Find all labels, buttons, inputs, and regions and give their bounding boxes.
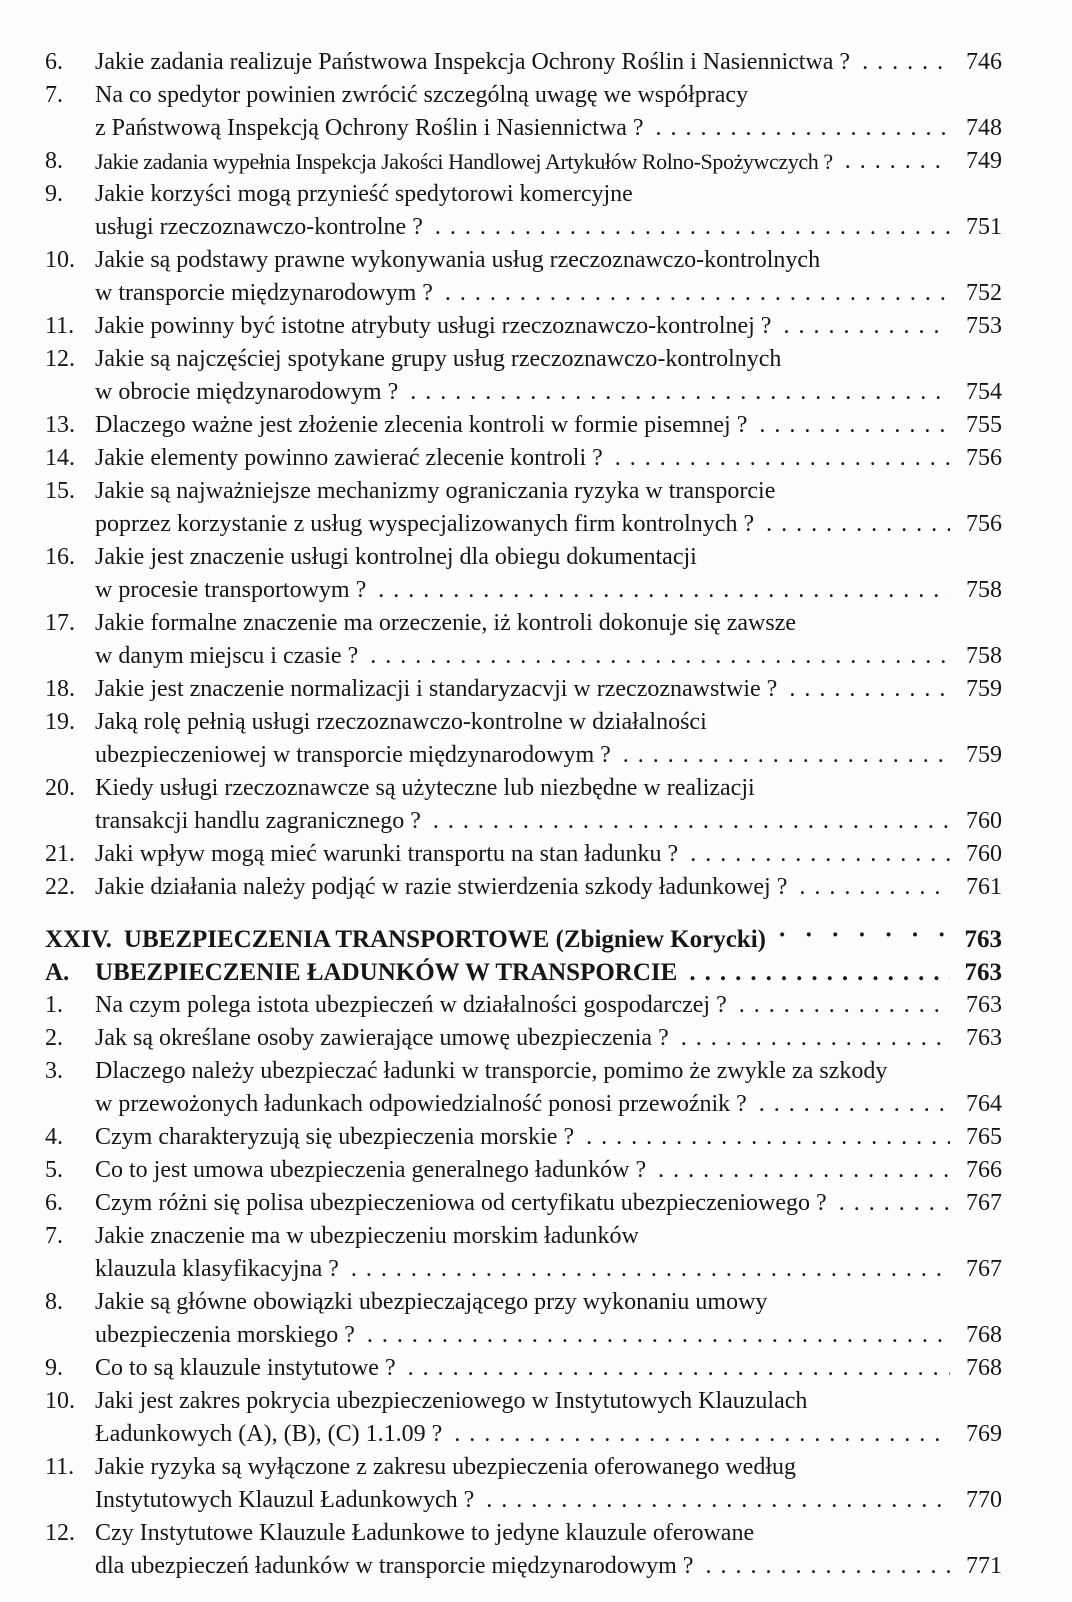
entry-number: 21. <box>45 841 75 867</box>
entry-text-block <box>95 1385 956 1451</box>
entry-page-number: 764 <box>966 1091 1002 1117</box>
entry-text: Jaki wpływ mogą mieć warunki transportu na stan ładunku ? <box>95 841 679 867</box>
dot-leader <box>378 574 950 607</box>
entry-page-number: 763 <box>966 1025 1002 1051</box>
entry-line <box>95 1484 956 1517</box>
entry-text-block <box>95 956 956 989</box>
dot-leader <box>615 442 950 475</box>
entry-page-number: 746 <box>966 49 1002 75</box>
entry-line <box>95 1286 956 1319</box>
entry-line <box>95 989 956 1022</box>
entry-text: Jakie są najważniejsze mechanizmy ograniczania ryzyka w transporcie <box>95 478 776 504</box>
entry-text-block <box>95 343 956 409</box>
entry-line <box>95 1451 956 1484</box>
entry-page-number: 768 <box>966 1355 1002 1381</box>
entry-text-block <box>95 871 956 904</box>
entry-text-block <box>95 442 956 475</box>
entry-line <box>95 1022 956 1055</box>
entry-number: 1. <box>45 992 63 1018</box>
dot-leader <box>367 1319 950 1352</box>
entry-page-number: 767 <box>966 1190 1002 1216</box>
entry-text: w obrocie międzynarodowym ? <box>95 379 399 405</box>
toc-entry-row <box>45 46 1002 79</box>
entry-text: UBEZPIECZENIA TRANSPORTOWE (Zbigniew Korycki) <box>123 926 766 953</box>
entry-line <box>95 79 956 112</box>
entry-number: 12. <box>45 1520 75 1546</box>
dot-leader <box>759 409 950 442</box>
entry-page-number: 754 <box>966 379 1002 405</box>
entry-text-block <box>95 1286 956 1352</box>
entry-number: 3. <box>45 1058 63 1084</box>
entry-line <box>95 1220 956 1253</box>
dot-leader <box>435 211 950 244</box>
toc-entry-row <box>45 607 1002 673</box>
entry-text-block <box>95 475 956 541</box>
entry-number: 20. <box>45 775 75 801</box>
entry-text-block <box>95 989 956 1022</box>
entry-page-number: 753 <box>966 313 1002 339</box>
entry-line <box>95 1385 956 1418</box>
entry-text: w transporcie międzynarodowym ? <box>95 280 433 306</box>
toc-entry-row <box>45 1517 1002 1583</box>
entry-line <box>95 277 956 310</box>
entry-line <box>95 178 956 211</box>
entry-line <box>95 1253 956 1286</box>
entry-text: Jakie są podstawy prawne wykonywania usług rzeczoznawczo-kontrolnych <box>95 247 821 273</box>
dot-leader <box>658 1154 950 1187</box>
entry-text-block <box>95 79 956 145</box>
entry-text: w przewożonych ładunkach odpowiedzialność ponosi przewoźnik ? <box>95 1091 747 1117</box>
entry-text-block <box>95 1220 956 1286</box>
dot-leader <box>454 1418 950 1451</box>
dot-leader <box>799 871 950 904</box>
entry-page-number: 759 <box>966 676 1002 702</box>
entry-line <box>95 1088 956 1121</box>
entry-page-number: 752 <box>966 280 1002 306</box>
entry-line <box>95 376 956 409</box>
entry-number: 17. <box>45 610 75 636</box>
dot-leader <box>408 1352 950 1385</box>
entry-text: Jakie są najczęściej spotykane grupy usług rzeczoznawczo-kontrolnych <box>95 346 782 372</box>
entry-number: 8. <box>45 1289 63 1315</box>
entry-line <box>95 1418 956 1451</box>
entry-text: Jakie korzyści mogą przynieść spedytorowi komercyjne <box>95 181 633 207</box>
entry-text-block <box>95 607 956 673</box>
entry-line <box>95 739 956 772</box>
entry-text: Jaką rolę pełnią usługi rzeczoznawczo-kontrolne w działalności <box>95 709 707 735</box>
entry-line <box>95 772 956 805</box>
entry-page-number: 763 <box>964 926 1002 953</box>
toc-entry-row <box>45 1055 1002 1121</box>
entry-line <box>95 871 956 904</box>
dot-leader <box>845 145 950 178</box>
entry-text: Jakie jest znaczenie normalizacji i standaryzacvji w rzeczoznawstwie ? <box>95 676 778 702</box>
entry-text-block <box>95 1022 956 1055</box>
dot-leader <box>681 1022 950 1055</box>
entry-page-number: 768 <box>966 1322 1002 1348</box>
entry-line <box>95 1517 956 1550</box>
entry-number: 11. <box>45 1454 75 1480</box>
dot-leader <box>839 1187 950 1220</box>
toc-entry-row <box>45 1286 1002 1352</box>
toc-entry-row <box>45 145 1002 178</box>
entry-line <box>95 211 956 244</box>
entry-text: Czym charakteryzują się ubezpieczenia morskie ? <box>95 1124 575 1150</box>
entry-line <box>95 442 956 475</box>
entry-text: Jakie zadania realizuje Państwowa Inspekcja Ochrony Roślin i Nasiennictwa ? <box>95 49 851 75</box>
entry-line <box>95 1550 956 1583</box>
dot-leader <box>690 838 950 871</box>
entry-number: 16. <box>45 544 75 570</box>
dot-leader <box>783 310 950 343</box>
entry-number: 11. <box>45 313 75 339</box>
entry-line <box>95 1352 956 1385</box>
entry-number: 6. <box>45 1190 63 1216</box>
entry-page-number: 763 <box>966 992 1002 1018</box>
entry-page-number: 769 <box>966 1421 1002 1447</box>
dot-leader <box>586 1121 950 1154</box>
entry-text: dla ubezpieczeń ładunków w transporcie międzynarodowym ? <box>95 1553 694 1579</box>
entry-text: ubezpieczeniowej w transporcie międzynarodowym ? <box>95 742 611 768</box>
toc-entry-row <box>45 541 1002 607</box>
entry-page-number: 749 <box>966 148 1002 174</box>
toc-entry-row <box>45 772 1002 838</box>
dot-leader <box>705 1550 950 1583</box>
dot-leader <box>370 640 950 673</box>
entry-number: 9. <box>45 1355 63 1381</box>
entry-text: Co to jest umowa ubezpieczenia generalnego ładunków ? <box>95 1157 647 1183</box>
toc-entry-row <box>45 244 1002 310</box>
dot-leader <box>739 989 950 1022</box>
entry-page-number: 765 <box>966 1124 1002 1150</box>
dot-leader <box>778 919 950 952</box>
toc-entry-row <box>45 1187 1002 1220</box>
entry-text-block <box>95 1352 956 1385</box>
toc-entry-row <box>45 989 1002 1022</box>
entry-line <box>95 1319 956 1352</box>
entry-number: 10. <box>45 247 75 273</box>
toc-entry-row <box>45 673 1002 706</box>
dot-leader <box>410 376 950 409</box>
entry-text: z Państwową Inspekcją Ochrony Roślin i Nasiennictwa ? <box>95 115 644 141</box>
toc-entry-row <box>45 310 1002 343</box>
entry-text: w danym miejscu i czasie ? <box>95 643 359 669</box>
entry-text: Co to są klauzule instytutowe ? <box>95 1355 396 1381</box>
dot-leader <box>862 46 950 79</box>
entry-text: Czy Instytutowe Klauzule Ładunkowe to jedyne klauzule oferowane <box>95 1520 755 1546</box>
dot-leader <box>351 1253 950 1286</box>
entry-page-number: 758 <box>966 643 1002 669</box>
entry-text: usługi rzeczoznawczo-kontrolne ? <box>95 214 423 240</box>
toc-entry-row <box>45 1385 1002 1451</box>
entry-line <box>95 706 956 739</box>
toc-entry-row <box>45 871 1002 904</box>
entry-text: Dlaczego ważne jest złożenie zlecenia kontroli w formie pisemnej ? <box>95 412 748 438</box>
entry-text-block <box>95 838 956 871</box>
entry-text: Na czym polega istota ubezpieczeń w działalności gospodarczej ? <box>95 992 727 1018</box>
entry-text: Na co spedytor powinien zwrócić szczególną uwagę we współpracy <box>95 82 749 108</box>
entry-text: Jakie elementy powinno zawierać zlecenie kontroli ? <box>95 445 603 471</box>
entry-line <box>95 956 956 989</box>
entry-text-block <box>95 1187 956 1220</box>
entry-number: 10. <box>45 1388 75 1414</box>
entry-page-number: 748 <box>966 115 1002 141</box>
entry-line <box>95 1187 956 1220</box>
entry-number: 15. <box>45 478 75 504</box>
entry-text-block <box>95 46 956 79</box>
entry-text-block <box>95 1517 956 1583</box>
entry-number: 5. <box>45 1157 63 1183</box>
entry-text-block <box>95 1121 956 1154</box>
entry-line <box>95 112 956 145</box>
entry-number: 8. <box>45 148 63 174</box>
entry-number: 14. <box>45 445 75 471</box>
entry-text: Kiedy usługi rzeczoznawcze są użyteczne lub niezbędne w realizacji <box>95 775 755 801</box>
entry-line <box>95 409 956 442</box>
toc-entry-row <box>45 838 1002 871</box>
entry-page-number: 756 <box>966 445 1002 471</box>
entry-page-number: 767 <box>966 1256 1002 1282</box>
entry-line <box>95 838 956 871</box>
entry-number: A. <box>45 959 70 986</box>
entry-line <box>95 46 956 79</box>
entry-number: XXIV. <box>45 926 112 953</box>
entry-number: 18. <box>45 676 75 702</box>
entry-line <box>95 475 956 508</box>
entry-number: 19. <box>45 709 75 735</box>
entry-page-number: 760 <box>966 808 1002 834</box>
entry-text: Jakie są główne obowiązki ubezpieczającego przy wykonaniu umowy <box>95 1289 768 1315</box>
dot-leader <box>656 112 950 145</box>
entry-line <box>95 805 956 838</box>
entry-page-number: 756 <box>966 511 1002 537</box>
entry-number: 22. <box>45 874 75 900</box>
entry-page-number: 760 <box>966 841 1002 867</box>
entry-text: Jakie zadania wypełnia Inspekcja Jakości Handlowej Artykułów Rolno-Spożywczych ? <box>95 149 833 174</box>
toc-entry-row <box>45 1022 1002 1055</box>
entry-line <box>95 574 956 607</box>
entry-text-block <box>95 409 956 442</box>
entry-text: transakcji handlu zagranicznego ? <box>95 808 421 834</box>
entry-text-block <box>95 772 956 838</box>
dot-leader <box>433 805 950 838</box>
entry-text: Jakie znaczenie ma w ubezpieczeniu morskim ładunków <box>95 1223 639 1249</box>
toc-entry-row <box>45 442 1002 475</box>
entry-text: ubezpieczenia morskiego ? <box>95 1322 355 1348</box>
toc-entry-row <box>45 1220 1002 1286</box>
entry-page-number: 770 <box>966 1487 1002 1513</box>
entry-text: Jakie działania należy podjąć w razie stwierdzenia szkody ładunkowej ? <box>95 874 788 900</box>
entry-number: 7. <box>45 82 63 108</box>
entry-text-block <box>95 706 956 772</box>
entry-line <box>124 923 956 956</box>
entry-text-block <box>95 310 956 343</box>
entry-text: Dlaczego należy ubezpieczać ładunki w transporcie, pomimo że zwykle za szkody <box>95 1058 888 1084</box>
entry-page-number: 771 <box>966 1553 1002 1579</box>
entry-number: 6. <box>45 49 63 75</box>
entry-line <box>95 343 956 376</box>
entry-line <box>95 244 956 277</box>
toc-entry-row <box>45 79 1002 145</box>
entry-text: Jak są określane osoby zawierające umowę ubezpieczenia ? <box>95 1025 669 1051</box>
entry-line <box>95 1055 956 1088</box>
entry-number: 13. <box>45 412 75 438</box>
toc-list <box>45 46 1002 1583</box>
entry-text: w procesie transportowym ? <box>95 577 367 603</box>
dot-leader <box>445 277 950 310</box>
entry-line <box>95 145 956 178</box>
section-heading-row <box>45 956 1002 989</box>
toc-entry-row <box>45 409 1002 442</box>
entry-text: Jaki jest zakres pokrycia ubezpieczeniowego w Instytutowych Klauzulach <box>95 1388 808 1414</box>
entry-number: 4. <box>45 1124 63 1150</box>
entry-page-number: 755 <box>966 412 1002 438</box>
entry-text: Jakie formalne znaczenie ma orzeczenie, iż kontroli dokonuje się zawsze <box>95 610 796 636</box>
entry-number: 2. <box>45 1025 63 1051</box>
dot-leader <box>766 508 950 541</box>
entry-text-block <box>95 145 956 178</box>
entry-page-number: 761 <box>966 874 1002 900</box>
entry-text: Jakie powinny być istotne atrybuty usługi rzeczoznawczo-kontrolnej ? <box>95 313 772 339</box>
entry-text: klauzula klasyfikacyjna ? <box>95 1256 339 1282</box>
chapter-heading-row <box>45 923 1002 956</box>
entry-text: Czym różni się polisa ubezpieczeniowa od certyfikatu ubezpieczeniowego ? <box>95 1190 827 1216</box>
entry-page-number: 766 <box>966 1157 1002 1183</box>
entry-page-number: 759 <box>966 742 1002 768</box>
entry-text-block <box>95 541 956 607</box>
entry-line <box>95 310 956 343</box>
entry-text-block <box>95 1154 956 1187</box>
toc-entry-row <box>45 178 1002 244</box>
entry-text-block <box>95 178 956 244</box>
dot-leader <box>759 1088 950 1121</box>
toc-entry-row <box>45 1154 1002 1187</box>
entry-number: 12. <box>45 346 75 372</box>
entry-text: Jakie jest znaczenie usługi kontrolnej dla obiegu dokumentacji <box>95 544 697 570</box>
entry-text-block <box>95 244 956 310</box>
toc-entry-row <box>45 343 1002 409</box>
entry-line <box>95 1121 956 1154</box>
entry-line <box>95 1154 956 1187</box>
entry-page-number: 751 <box>966 214 1002 240</box>
entry-text: Instytutowych Klauzul Ładunkowych ? <box>95 1487 475 1513</box>
dot-leader <box>623 739 950 772</box>
dot-leader <box>789 673 950 706</box>
entry-text: Jakie ryzyka są wyłączone z zakresu ubezpieczenia oferowanego według <box>95 1454 796 1480</box>
entry-line <box>95 640 956 673</box>
entry-text-block <box>95 673 956 706</box>
entry-line <box>95 508 956 541</box>
entry-text: poprzez korzystanie z usług wyspecjalizowanych firm kontrolnych ? <box>95 511 755 537</box>
entry-number: 9. <box>45 181 63 207</box>
toc-entry-row <box>45 475 1002 541</box>
entry-text-block <box>95 1451 956 1517</box>
entry-text-block <box>95 1055 956 1121</box>
entry-number: 7. <box>45 1223 63 1249</box>
toc-entry-row <box>45 1352 1002 1385</box>
toc-entry-row <box>45 1451 1002 1517</box>
entry-text: UBEZPIECZENIE ŁADUNKÓW W TRANSPORCIE <box>95 959 678 986</box>
entry-line <box>95 607 956 640</box>
entry-page-number: 763 <box>964 959 1002 986</box>
entry-text-block <box>124 923 956 956</box>
dot-leader <box>486 1484 950 1517</box>
entry-page-number: 758 <box>966 577 1002 603</box>
entry-line <box>95 541 956 574</box>
entry-text: Ładunkowych (A), (B), (C) 1.1.09 ? <box>95 1421 443 1447</box>
dot-leader <box>689 956 950 989</box>
toc-entry-row <box>45 706 1002 772</box>
toc-entry-row <box>45 1121 1002 1154</box>
entry-line <box>95 673 956 706</box>
